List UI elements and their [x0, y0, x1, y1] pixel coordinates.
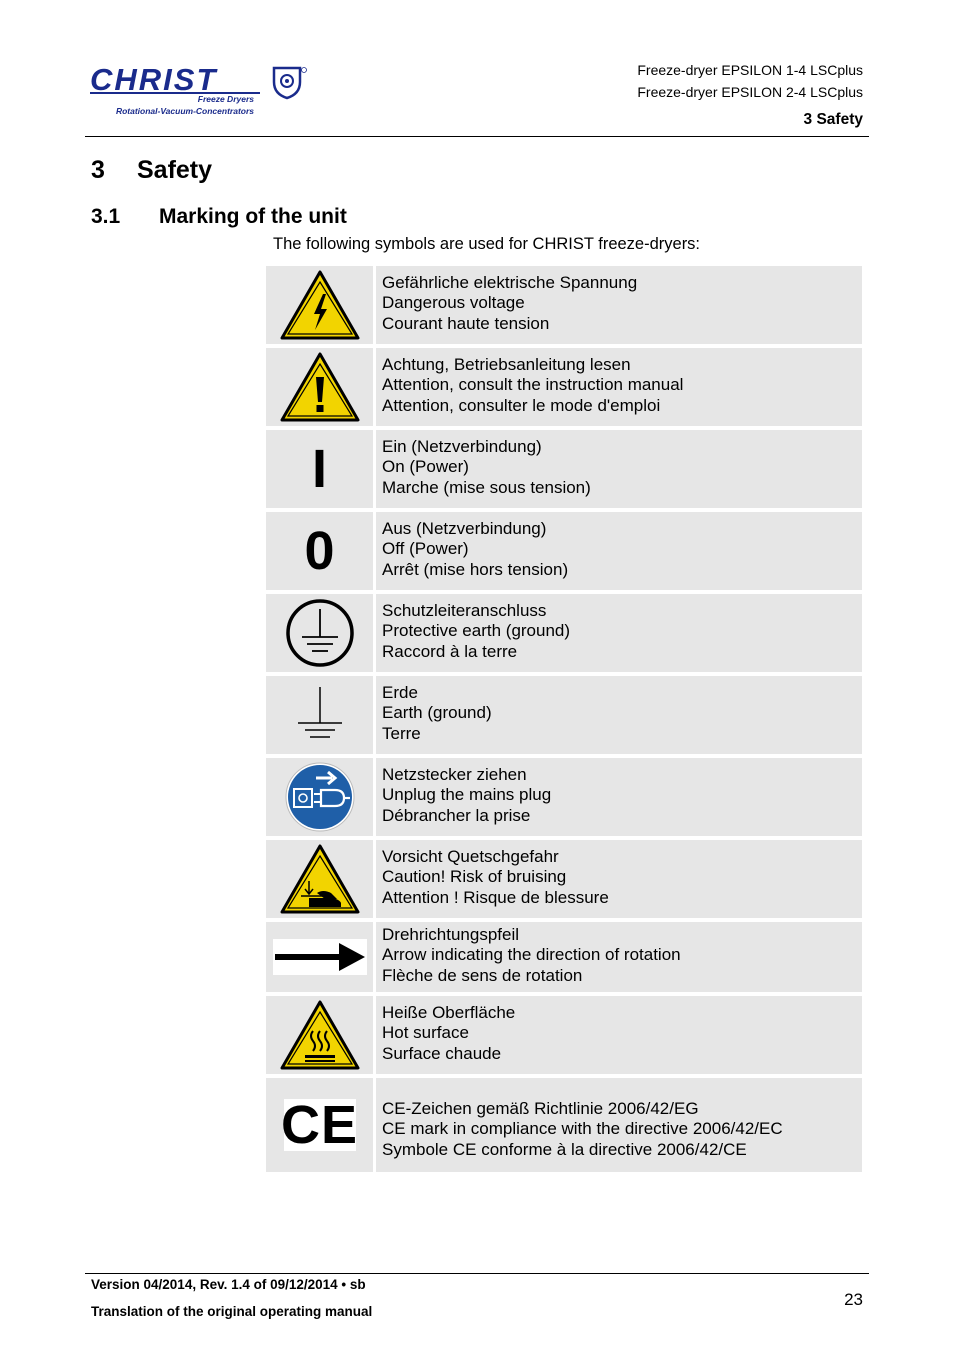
symbol-text-fr: Symbole CE conforme à la directive 2006/42/CE: [382, 1139, 747, 1159]
header-model-1: Freeze-dryer EPSILON 1-4 LSCplus: [637, 62, 863, 78]
symbol-text-de: Drehrichtungspfeil: [382, 925, 520, 944]
symbol-row: [266, 512, 862, 590]
symbol-row: [266, 594, 862, 672]
power-off-icon: [266, 512, 373, 590]
brand-shield-icon: [274, 68, 300, 98]
symbol-text-de: Heiße Oberfläche: [382, 1003, 516, 1022]
power-off-glyph: 0: [304, 521, 335, 581]
header-divider: [85, 136, 869, 137]
symbol-text-fr: Surface chaude: [382, 1043, 502, 1063]
symbol-row: [266, 922, 862, 992]
brand-sub2: Rotational-Vacuum-Concentrators: [115, 106, 254, 116]
brand-sub1: Freeze Dryers: [197, 94, 254, 104]
symbol-text-en: Attention, consult the instruction manual: [382, 375, 684, 395]
symbol-text-de: Netzstecker ziehen: [382, 765, 527, 784]
symbol-text-de: Gefährliche elektrische Spannung: [382, 273, 638, 292]
header-model-2: Freeze-dryer EPSILON 2-4 LSCplus: [637, 84, 863, 100]
symbol-text-en: Arrow indicating the direction of rotation: [382, 945, 681, 965]
ce-glyph: CE: [281, 1095, 359, 1155]
symbol-text-fr: Attention ! Risque de blessure: [382, 887, 609, 907]
symbol-text-de: Schutzleiteranschluss: [382, 601, 547, 620]
power-on-icon: [266, 430, 373, 508]
symbol-text-en: Dangerous voltage: [382, 293, 525, 313]
symbol-text-de: Aus (Netzverbindung): [382, 519, 547, 538]
symbol-row: [266, 996, 862, 1074]
symbol-text-de: Erde: [382, 683, 418, 702]
symbol-text-de: Achtung, Betriebsanleitung lesen: [382, 355, 631, 374]
symbol-text-fr: Attention, consulter le mode d'emploi: [382, 395, 661, 415]
brand-name: CHRIST: [90, 62, 218, 97]
symbol-text-en: Unplug the mains plug: [382, 785, 552, 805]
rotation-arrow-icon: [266, 922, 373, 992]
footer-version: Version 04/2014, Rev. 1.4 of 09/12/2014 • sb: [91, 1277, 366, 1292]
symbol-text-en: Earth (ground): [382, 703, 492, 723]
power-on-glyph: I: [311, 439, 327, 499]
symbol-text-de: CE-Zeichen gemäß Richtlinie 2006/42/EG: [382, 1099, 699, 1118]
symbol-row: [266, 348, 862, 426]
intro-text: The following symbols are used for CHRIST freeze-dryers:: [273, 235, 701, 253]
symbol-text-fr: Débrancher la prise: [382, 805, 531, 825]
earth-ground-icon: [266, 676, 373, 754]
symbol-text-fr: Terre: [382, 723, 421, 743]
symbol-text-fr: Raccord à la terre: [382, 641, 518, 661]
symbol-row: [266, 758, 862, 836]
symbol-text-fr: Courant haute tension: [382, 313, 550, 333]
ce-mark-icon: [266, 1078, 373, 1172]
chapter-number: 3: [91, 156, 105, 184]
symbol-text-en: On (Power): [382, 457, 469, 477]
symbol-row: [266, 266, 862, 344]
symbol-text-en: Hot surface: [382, 1023, 469, 1043]
chapter-title: Safety: [137, 156, 213, 184]
protective-earth-icon: [266, 594, 373, 672]
symbol-row: [266, 430, 862, 508]
crush-hazard-icon: [266, 840, 373, 918]
christ-logo: [88, 60, 310, 120]
header-section: 3 Safety: [803, 111, 863, 128]
caution-icon: [266, 348, 373, 426]
hot-surface-icon: [266, 996, 373, 1074]
footer-translation: Translation of the original operating manual: [91, 1304, 373, 1319]
symbol-text-en: Protective earth (ground): [382, 621, 571, 641]
symbol-table: [266, 266, 862, 1176]
symbol-row: [266, 676, 862, 754]
subsection-title: Marking of the unit: [159, 205, 347, 228]
christ-logo-icon: [88, 60, 310, 120]
chapter-heading: [91, 156, 212, 185]
subsection-heading: [91, 205, 347, 229]
symbol-text-en: Caution! Risk of bruising: [382, 867, 567, 887]
page-number: 23: [844, 1290, 863, 1309]
symbol-text-de: Vorsicht Quetschgefahr: [382, 847, 559, 866]
unplug-icon: [266, 758, 373, 836]
symbol-text-de: Ein (Netzverbindung): [382, 437, 542, 456]
symbol-row: [266, 840, 862, 918]
symbol-text-fr: Marche (mise sous tension): [382, 477, 591, 497]
symbol-row: [266, 1078, 862, 1172]
footer-divider: [85, 1273, 869, 1274]
symbol-text-en: Off (Power): [382, 539, 469, 559]
symbol-text-en: CE mark in compliance with the directive 2006/42/EC: [382, 1119, 783, 1139]
subsection-number: 3.1: [91, 205, 121, 228]
electric-hazard-icon: [266, 266, 373, 344]
symbol-text-fr: Flèche de sens de rotation: [382, 965, 583, 985]
symbol-text-fr: Arrêt (mise hors tension): [382, 559, 569, 579]
